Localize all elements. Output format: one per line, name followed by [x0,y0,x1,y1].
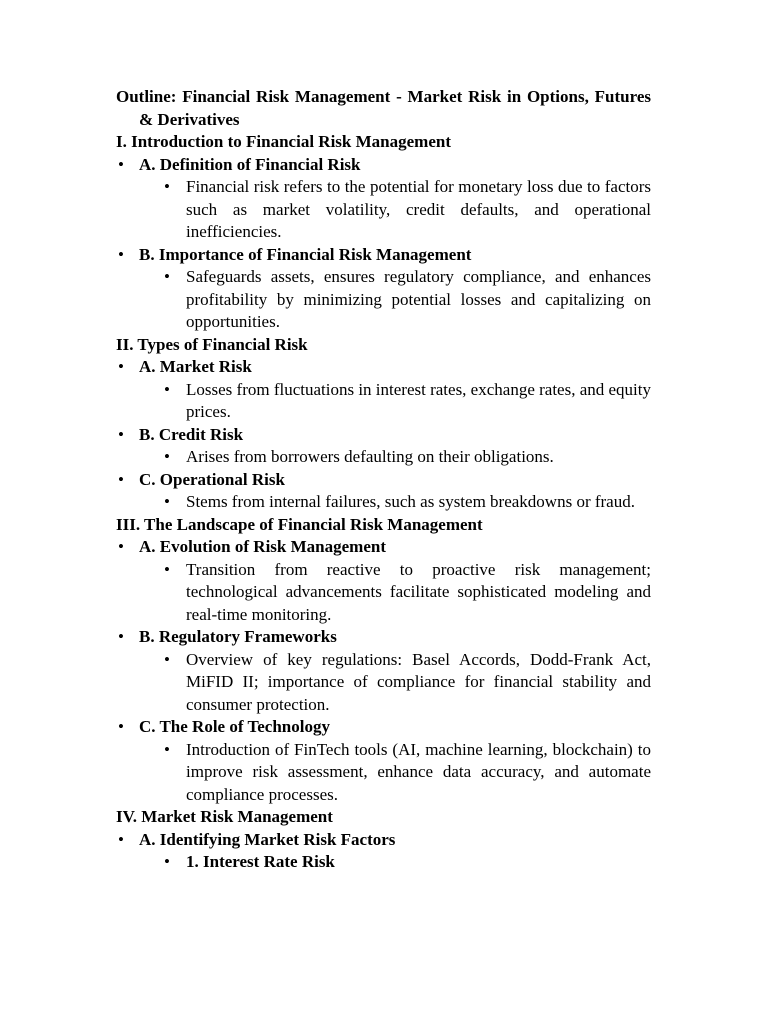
outline-subheading [116,716,651,739]
outline-body [116,131,651,874]
detail-text: Arises from borrowers defaulting on their obligations. [186,447,554,466]
subheading-label: A. Identifying Market Risk Factors [139,829,396,849]
section-list [116,356,651,514]
bullet-icon: • [118,537,124,556]
detail-text: Introduction of FinTech tools (AI, machine learning, blockchain) to improve risk assessment, enhance data accuracy, and automate compliance processes. [186,739,651,804]
outline-detail [116,491,651,514]
outline-subheading [116,244,651,267]
bullet-icon: • [164,649,170,669]
subheading-label: C. The Role of Technology [139,717,330,736]
bullet-icon: • [164,559,170,579]
outline-subheading [116,424,651,447]
outline-detail [116,176,651,244]
bullet-icon: • [118,469,124,489]
bullet-icon: • [118,154,124,174]
bullet-icon: • [164,492,170,511]
bullet-icon: • [118,717,124,736]
detail-text: Stems from internal failures, such as system breakdowns or fraud. [186,492,635,511]
outline-subheading [116,829,651,852]
outline-subheading [116,626,651,649]
detail-text: Safeguards assets, ensures regulatory compliance, and enhances profitability by minimizing potential losses and capitalizing on opportunities. [186,267,651,331]
section-heading: I. Introduction to Financial Risk Management [116,132,451,151]
bullet-icon: • [164,739,170,759]
section-list [116,536,651,806]
subheading-label: B. Credit Risk [139,424,244,444]
subheading-label: B. Regulatory Frameworks [139,627,337,646]
subheading-label: A. Definition of Financial Risk [139,154,361,174]
bullet-icon: • [164,177,170,196]
document-page [116,86,651,874]
detail-text: Transition from reactive to proactive risk management; technological advancements facilitate sophisticated modeling and real-time monitoring. [186,559,651,624]
outline-detail [116,446,651,469]
subheading-label: B. Importance of Financial Risk Management [139,244,472,264]
outline-subheading [116,469,651,492]
section-heading: IV. Market Risk Management [116,807,333,826]
outline-subheading [116,536,651,559]
outline-subheading [116,154,651,177]
bullet-icon: • [164,852,170,871]
bullet-icon: • [118,424,124,444]
bullet-icon: • [164,379,170,399]
outline-detail [116,559,651,627]
detail-text: Losses from fluctuations in interest rates, exchange rates, and equity prices. [186,379,651,421]
section-list [116,829,651,874]
bullet-icon: • [118,244,124,264]
outline-detail [116,739,651,807]
subheading-label: A. Market Risk [139,357,252,376]
bullet-icon: • [164,267,170,286]
bullet-icon: • [118,829,124,849]
detail-text: Overview of key regulations: Basel Accords, Dodd-Frank Act, MiFID II; importance of compliance for financial stability and consumer protection. [186,649,651,714]
detail-text: Financial risk refers to the potential for monetary loss due to factors such as market volatility, credit defaults, and operational inefficiencies. [186,177,651,241]
outline-detail [116,649,651,717]
outline-subheading [116,356,651,379]
detail-text: 1. Interest Rate Risk [186,852,335,871]
section-heading: III. The Landscape of Financial Risk Management [116,514,483,534]
subheading-label: C. Operational Risk [139,469,285,489]
document-title: Outline: Financial Risk Management - Market Risk in Options, Futures & Derivatives [116,87,651,129]
outline-detail [116,266,651,334]
section-list [116,154,651,334]
bullet-icon: • [118,357,124,376]
outline-subsubheading [116,851,651,874]
section-heading: II. Types of Financial Risk [116,334,308,354]
bullet-icon: • [164,447,170,466]
outline-detail [116,379,651,424]
bullet-icon: • [118,627,124,646]
subheading-label: A. Evolution of Risk Management [139,537,386,556]
